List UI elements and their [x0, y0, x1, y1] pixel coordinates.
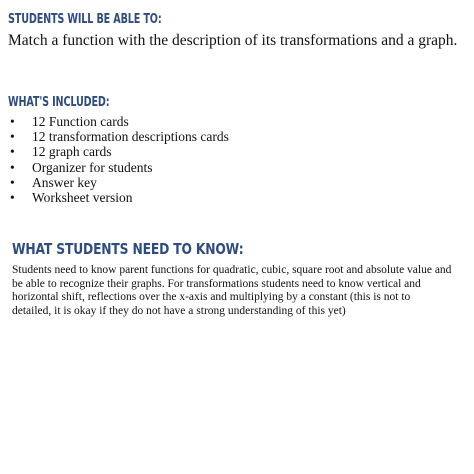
- list-item-label: Organizer for students: [32, 159, 153, 175]
- bullet-icon: •: [10, 190, 15, 206]
- what-students-need-heading: WHAT STUDENTS NEED TO KNOW:: [12, 240, 244, 258]
- bullet-icon: •: [10, 159, 15, 175]
- students-will-heading: STUDENTS WILL BE ABLE TO:: [8, 12, 162, 27]
- included-list: [8, 114, 229, 205]
- bullet-icon: •: [10, 174, 15, 190]
- list-item: [8, 129, 229, 144]
- list-item: [8, 175, 229, 190]
- list-item-label: 12 graph cards: [32, 144, 112, 160]
- list-item: [8, 144, 229, 159]
- list-item-label: Worksheet version: [32, 190, 133, 206]
- list-item: [8, 160, 229, 175]
- list-item: [8, 190, 229, 205]
- prerequisites-paragraph: Students need to know parent functions for quadratic, cubic, square root and absolute value and be able to recognize their graphs. For transformations students need to know vertical and horizontal shift, reflections over the x-axis and multiplying by a constant (this is not to detailed, it is okay if they do not have a strong understanding of this yet): [12, 264, 452, 317]
- list-item-label: 12 Function cards: [32, 114, 129, 129]
- bullet-icon: •: [10, 144, 15, 160]
- whats-included-heading: WHAT'S INCLUDED:: [8, 95, 110, 110]
- objective-text: Match a function with the description of its transformations and a graph.: [8, 32, 458, 49]
- list-item-label: Answer key: [32, 174, 97, 190]
- bullet-icon: •: [10, 129, 15, 145]
- list-item-label: 12 transformation descriptions cards: [32, 129, 229, 145]
- bullet-icon: •: [10, 114, 15, 129]
- list-item: [8, 114, 229, 129]
